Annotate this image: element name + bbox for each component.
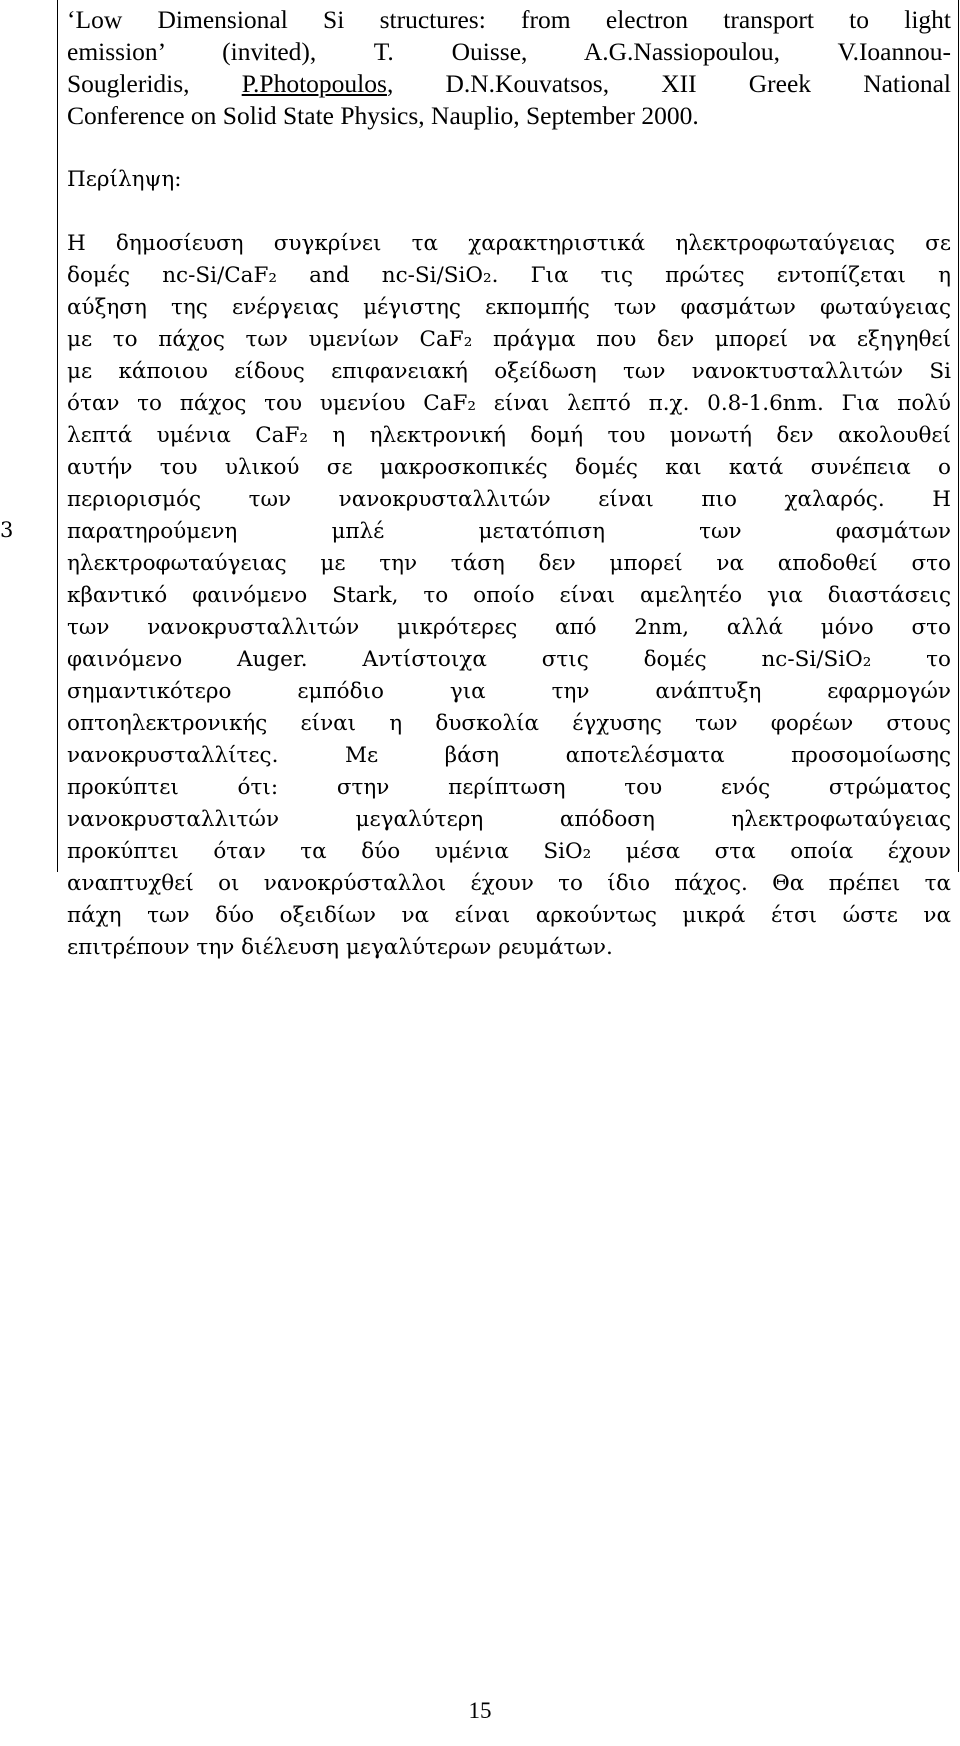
abstract-line: παρατηρούμενη μπλέ μετατόπιση των φασμάτων: [67, 519, 951, 544]
column-divider-left: [57, 0, 58, 872]
abstract-line: όταν το πάχος του υμενίου CaF₂ είναι λεπτό π.χ. 0.8-1.6nm. Για πολύ: [67, 391, 951, 416]
page-number: 15: [468, 1698, 492, 1723]
row-number: 3: [0, 518, 14, 542]
abstract-line: περιορισμός των νανοκρυσταλλιτών είναι πιο χαλαρός. Η: [67, 487, 951, 512]
reference-line-2: emission’ (invited), T. Ouisse, A.G.Nassiopoulou, V.Ioannou-: [67, 37, 951, 66]
reference-authors-start: Sougleridis,: [67, 69, 242, 98]
row-number-cell: [0, 0, 57, 872]
abstract-line: με το πάχος των υμενίων CaF₂ πράγμα που δεν μπορεί να εξηγηθεί: [67, 327, 951, 352]
abstract-line: με κάποιου είδους επιφανειακή οξείδωση των νανοκτυσταλλιτών Si: [67, 359, 951, 384]
highlighted-author: P.Photopoulos: [241, 69, 387, 98]
abstract-line: επιτρέπουν την διέλευση μεγαλύτερων ρευμάτων.: [67, 935, 613, 960]
abstract-line: λεπτά υμένια CaF₂ η ηλεκτρονική δομή του μονωτή δεν ακολουθεί: [67, 423, 951, 448]
column-divider-right: [958, 0, 959, 872]
reference-citation: [67, 4, 951, 132]
abstract-line: νανοκρυσταλλίτες. Με βάση αποτελέσματα προσομοίωσης: [67, 743, 951, 768]
abstract-line: νανοκρυσταλλιτών μεγαλύτερη απόδοση ηλεκτροφωταύγειας: [67, 807, 951, 832]
abstract-line: κβαντικό φαινόμενο Stark, το οποίο είναι αμελητέο για διαστάσεις: [67, 583, 951, 608]
reference-line-4: Conference on Solid State Physics, Nauplio, September 2000.: [67, 101, 699, 130]
abstract-line: ηλεκτροφωταύγειας με την τάση δεν μπορεί να αποδοθεί στο: [67, 551, 951, 576]
abstract-text: [67, 228, 951, 964]
abstract-line: φαινόμενο Auger. Αντίστοιχα στις δομές nc-Si/SiO₂ το: [67, 647, 951, 672]
abstract-line: αναπτυχθεί οι νανοκρύσταλλοι έχουν το ίδιο πάχος. Θα πρέπει τα: [67, 871, 951, 896]
abstract-line: των νανοκρυσταλλιτών μικρότερες από 2nm, αλλά μόνο στο: [67, 615, 951, 640]
reference-authors-end: , D.N.Kouvatsos, XII Greek National: [386, 69, 951, 98]
abstract-line: οπτοηλεκτρονικής είναι η δυσκολία έγχυσης των φορέων στους: [67, 711, 951, 736]
abstract-line: αύξηση της ενέργειας μέγιστης εκπομπής των φασμάτων φωταύγειας: [67, 295, 951, 320]
abstract-line: σημαντικότερο εμπόδιο για την ανάπτυξη εφαρμογών: [67, 679, 951, 704]
abstract-heading: Περίληψη:: [67, 167, 182, 192]
abstract-line: Η δημοσίευση συγκρίνει τα χαρακτηριστικά ηλεκτροφωταύγειας σε: [67, 231, 951, 256]
abstract-line: δομές nc-Si/CaF₂ and nc-Si/SiO₂. Για τις πρώτες εντοπίζεται η: [67, 263, 951, 288]
reference-line-3: [67, 68, 951, 100]
abstract-line: προκύπτει ότι: στην περίπτωση του ενός στρώματος: [67, 775, 951, 800]
abstract-line: αυτήν του υλικού σε μακροσκοπικές δομές και κατά συνέπεια ο: [67, 455, 951, 480]
reference-line-1: ‘Low Dimensional Si structures: from electron transport to light: [67, 5, 951, 34]
abstract-line: πάχη των δύο οξειδίων να είναι αρκούντως μικρά έτσι ώστε να: [67, 903, 951, 928]
publication-entry: [67, 4, 951, 964]
abstract-line: προκύπτει όταν τα δύο υμένια SiO₂ μέσα στα οποία έχουν: [67, 839, 951, 864]
